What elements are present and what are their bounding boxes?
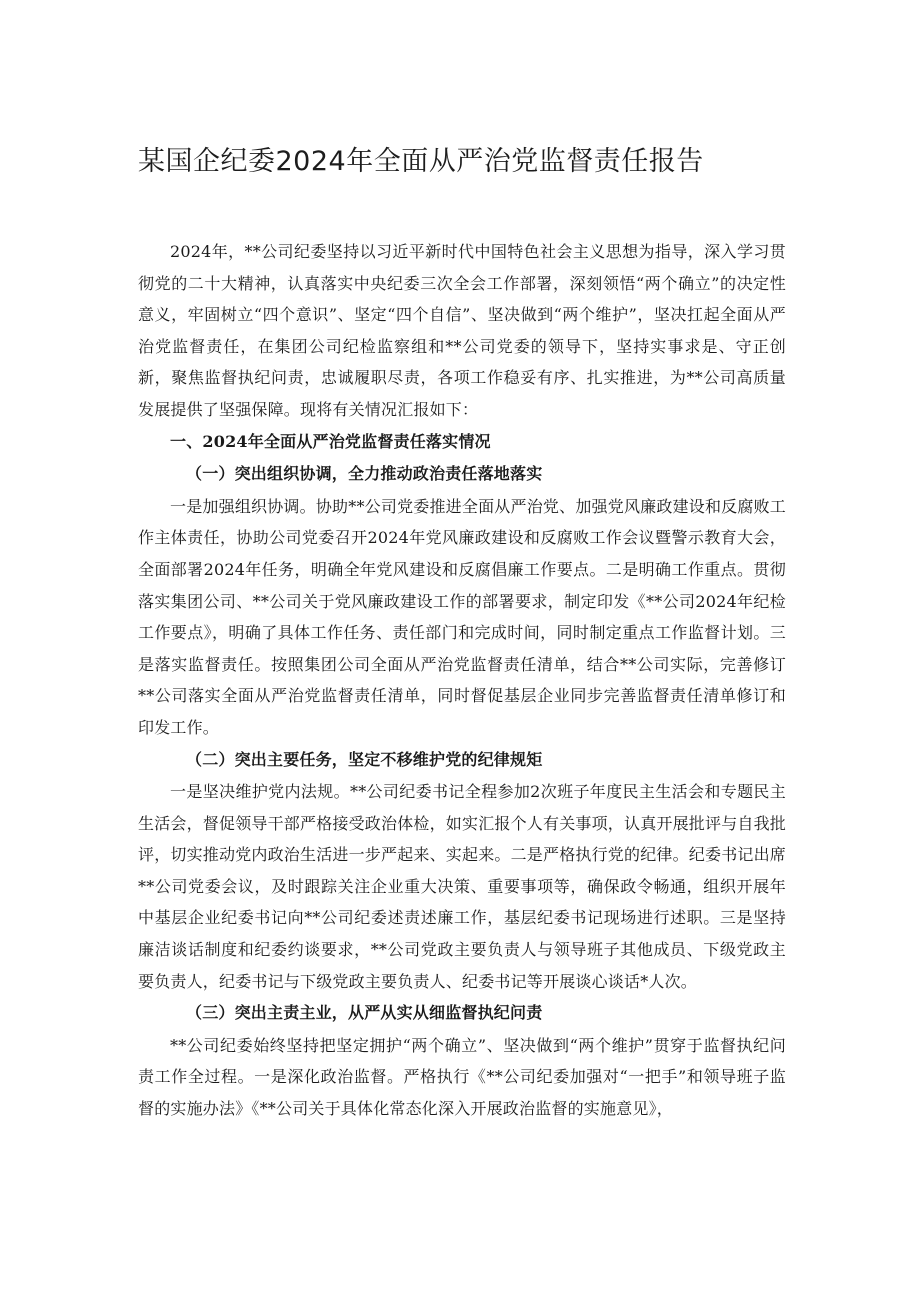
section-heading-1: 一、2024年全面从严治党监督责任落实情况 [170, 431, 491, 451]
subsection-heading-1: （一）突出组织协调，全力推动政治责任落地落实 [186, 464, 543, 484]
document-body [138, 236, 786, 1125]
subsection-paragraph-1: 一是加强组织协调。协助**公司党委推进全面从严治党、加强党风廉政建设和反腐败工作主体责任，协助公司党委召开2024年党风廉政建设和反腐败工作会议暨警示教育大会，全面部署2024年任务，明确全年党风建设和反腐倡廉工作要点。二是明确工作重点。贯彻落实集团公司、**公司关于党风廉政建设工作的部署要求，制定印发《**公司2024年纪检工作要点》，明确了具体工作任务、责任部门和完成时间，同时制定重点工作监督计划。三是落实监督责任。按照集团公司全面从严治党监督责任清单，结合**公司实际，完善修订**公司落实全面从严治党监督责任清单，同时督促基层企业同步完善监督责任清单修订和印发工作。 [138, 496, 786, 737]
intro-paragraph: 2024年，**公司纪委坚持以习近平新时代中国特色社会主义思想为指导，深入学习贯彻党的二十大精神，认真落实中央纪委三次全会工作部署，深刻领悟“两个确立”的决定性意义，牢固树立“四个意识”、坚定“四个自信”、坚决做到“两个维护”，坚决扛起全面从严治党监督责任，在集团公司纪检监察组和**公司党委的领导下，坚持实事求是、守正创新，聚焦监督执纪问责，忠诚履职尽责，各项工作稳妥有序、扎实推进，为**公司高质量发展提供了坚强保障。现将有关情况汇报如下： [138, 242, 786, 419]
subsection-heading-3: （三）突出主责主业，从严从实从细监督执纪问责 [186, 1003, 543, 1023]
subsection-heading-2: （二）突出主要任务，坚定不移维护党的纪律规矩 [186, 749, 543, 769]
subsection-paragraph-3: **公司纪委始终坚持把坚定拥护“两个确立”、坚决做到“两个维护”贯穿于监督执纪问责工作全过程。一是深化政治监督。严格执行《**公司纪委加强对“一把手”和领导班子监督的实施办法》《**公司关于具体化常态化深入开展政治监督的实施意见》， [138, 1035, 786, 1119]
document-title: 某国企纪委2024年全面从严治党监督责任报告 [138, 146, 704, 177]
subsection-paragraph-2: 一是坚决维护党内法规。**公司纪委书记全程参加2次班子年度民主生活会和专题民主生活会，督促领导干部严格接受政治体检，如实汇报个人有关事项，认真开展批评与自我批评，切实推动党内政治生活进一步严起来、实起来。二是严格执行党的纪律。纪委书记出席**公司党委会议，及时跟踪关注企业重大决策、重要事项等，确保政令畅通，组织开展年中基层企业纪委书记向**公司纪委述责述廉工作，基层纪委书记现场进行述职。三是坚持廉洁谈话制度和纪委约谈要求，**公司党政主要负责人与领导班子其他成员、下级党政主要负责人，纪委书记与下级党政主要负责人、纪委书记等开展谈心谈话*人次。 [138, 782, 787, 991]
